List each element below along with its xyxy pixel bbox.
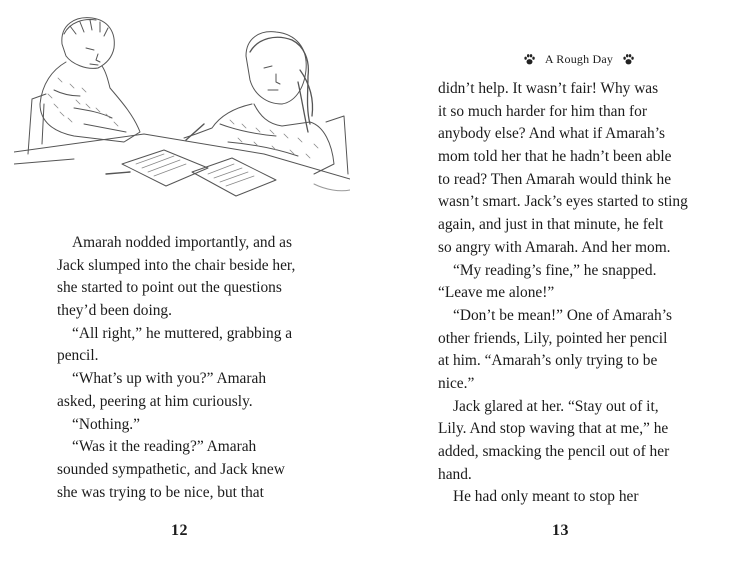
text-line: “All right,” he muttered, grabbing a — [72, 324, 293, 342]
text-line: other friends, Lily, pointed her pencil — [438, 329, 668, 347]
children-at-desk-illustration — [14, 4, 350, 216]
text-line: “Nothing.” — [72, 415, 140, 433]
text-line: hand. — [438, 465, 472, 483]
text-line: so angry with Amarah. And her mom. — [438, 238, 671, 256]
text-line: “Was it the reading?” Amarah — [72, 438, 257, 456]
right-page — [374, 0, 747, 576]
chapter-title: A Rough Day — [544, 51, 614, 66]
running-head — [434, 50, 724, 68]
text-line: mom told her that he hadn’t been able — [438, 148, 672, 166]
text-line: nice.” — [438, 374, 475, 392]
text-line: anybody else? And what if Amarah’s — [438, 125, 665, 143]
text-line: Amarah nodded importantly, and as — [72, 234, 292, 251]
text-line: added, smacking the pencil out of her — [438, 443, 670, 460]
text-line: Jack glared at her. “Stay out of it, — [453, 397, 659, 415]
text-line: didn’t help. It wasn’t fair! Why was — [438, 80, 659, 97]
left-page — [0, 0, 373, 576]
text-line: sounded sympathetic, and Jack knew — [57, 460, 285, 478]
text-line: He had only meant to stop her — [453, 488, 639, 506]
text-line: Lily. And stop waving that at me,” he — [438, 420, 669, 438]
text-line: at him. “Amarah’s only trying to be — [438, 352, 658, 370]
text-line: they’d been doing. — [57, 302, 172, 320]
text-line: Jack slumped into the chair beside her, — [57, 256, 296, 274]
text-line: again, and just in that minute, he felt — [438, 216, 664, 234]
text-line: she was trying to be nice, but that — [57, 483, 264, 501]
page-number: 12 — [171, 522, 188, 539]
text-line: she started to point out the questions — [57, 279, 282, 297]
text-line: to read? Then Amarah would think he — [438, 170, 672, 188]
text-line: “Don’t be mean!” One of Amarah’s — [453, 306, 672, 324]
text-line: “My reading’s fine,” he snapped. — [453, 261, 657, 279]
right-page-text — [438, 78, 732, 509]
text-line: “Leave me alone!” — [438, 284, 555, 302]
paw-print-icon — [622, 53, 635, 66]
text-line: asked, peering at him curiously. — [57, 392, 253, 410]
text-line: it so much harder for him than for — [438, 102, 647, 120]
left-page-text — [57, 232, 357, 504]
text-line: pencil. — [57, 347, 99, 365]
text-line: “What’s up with you?” Amarah — [72, 370, 267, 388]
page-number: 13 — [552, 522, 569, 539]
paw-print-icon — [523, 53, 536, 66]
text-line: wasn’t smart. Jack’s eyes started to sting — [438, 193, 688, 211]
